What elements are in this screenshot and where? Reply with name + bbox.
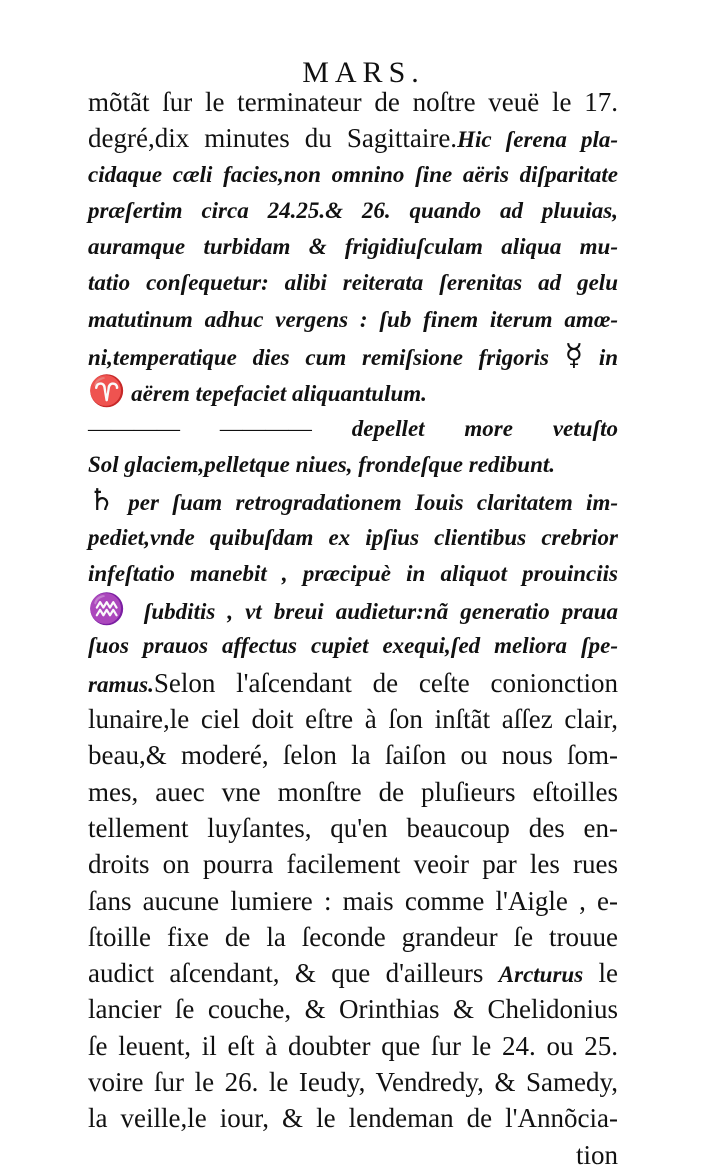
text-line: pediet,vnde quibuſdam ex ipſius clientibus crebrior bbox=[88, 524, 618, 550]
text-line: ———— ———— depellet more vetuſto bbox=[88, 415, 618, 441]
text-line: ♄ per ſuam retrogradationem Iouis claritatem im- bbox=[88, 484, 618, 518]
text-line: lunaire,le ciel doit eſtre à ſon inſtãt aſſez clair, bbox=[88, 704, 618, 735]
text-line: præſertim circa 24.25.& 26. quando ad pluuias, bbox=[88, 197, 618, 223]
catchword: tion bbox=[575, 1139, 618, 1170]
text-line: tatio conſequetur: alibi reiterata ſerenitas ad gelu bbox=[88, 270, 618, 296]
text-line: ni,temperatique dies cum remiſsione frigoris ☿ in bbox=[88, 339, 619, 373]
text-block bbox=[88, 84, 618, 1173]
running-head: MARS. bbox=[302, 56, 425, 89]
text-line: Sol glaciem,pelletque niues, frondeſque redibunt. bbox=[88, 451, 556, 477]
text-line: degré,dix minutes du Sagittaire.Hic ſerena pla- bbox=[88, 123, 619, 154]
text-line: ♈ aërem tepefaciet aliquantulum. bbox=[88, 375, 427, 409]
text-line: matutinum adhuc vergens : ſub finem iterum amœ- bbox=[88, 306, 618, 332]
text-line: droits on pourra facilement veoir par les rues bbox=[88, 849, 618, 880]
text-line: ramus.Selon l'aſcendant de ceſte conionction bbox=[88, 667, 618, 698]
saturn-icon: ♄ bbox=[88, 484, 115, 518]
text-line: ſe leuent, il eſt à doubter que ſur le 24. ou 25. bbox=[88, 1030, 618, 1061]
text-line: ♒ ſubditis , vt breui audietur:nã generatio praua bbox=[88, 593, 619, 627]
text-line: mõtãt ſur le terminateur de noſtre veuë le 17. bbox=[88, 87, 618, 117]
aries-icon: ♈ bbox=[88, 375, 126, 409]
text-line: ſans aucune lumiere : mais comme l'Aigle , e- bbox=[88, 885, 618, 916]
mercury-icon: ☿ bbox=[564, 339, 584, 373]
text-line: infeſtatio manebit , præcipuè in aliquot prouinciis bbox=[88, 560, 618, 586]
text-line: la veille,le iour, & le lendeman de l'Annõcia- bbox=[88, 1103, 618, 1134]
text-line: ſuos prauos affectus cupiet exequi,ſed meliora ſpe- bbox=[88, 633, 618, 659]
text-line: audict aſcendant, & que d'ailleurs Arcturus le bbox=[88, 958, 619, 989]
text-line: tellement luyſantes, qu'en beaucoup des en- bbox=[88, 812, 618, 843]
text-line: beau,& moderé, ſelon la ſaiſon ou nous ſom- bbox=[88, 740, 618, 771]
text-line: mes, auec vne monſtre de pluſieurs eſtoilles bbox=[88, 776, 618, 807]
text-line: auramque turbidam & frigidiuſculam aliqua mu- bbox=[88, 234, 618, 260]
text-line: lancier ſe couche, & Orinthias & Chelidonius bbox=[88, 994, 618, 1025]
text-line: ſtoille fixe de la ſeconde grandeur ſe trouue bbox=[88, 921, 618, 952]
text-line: voire ſur le 26. le Ieudy, Vendredy, & Samedy, bbox=[88, 1067, 618, 1098]
aquarius-icon: ♒ bbox=[88, 593, 132, 627]
text-line: cidaque cæli facies,non omnino ſine aëris diſparitate bbox=[88, 161, 618, 187]
